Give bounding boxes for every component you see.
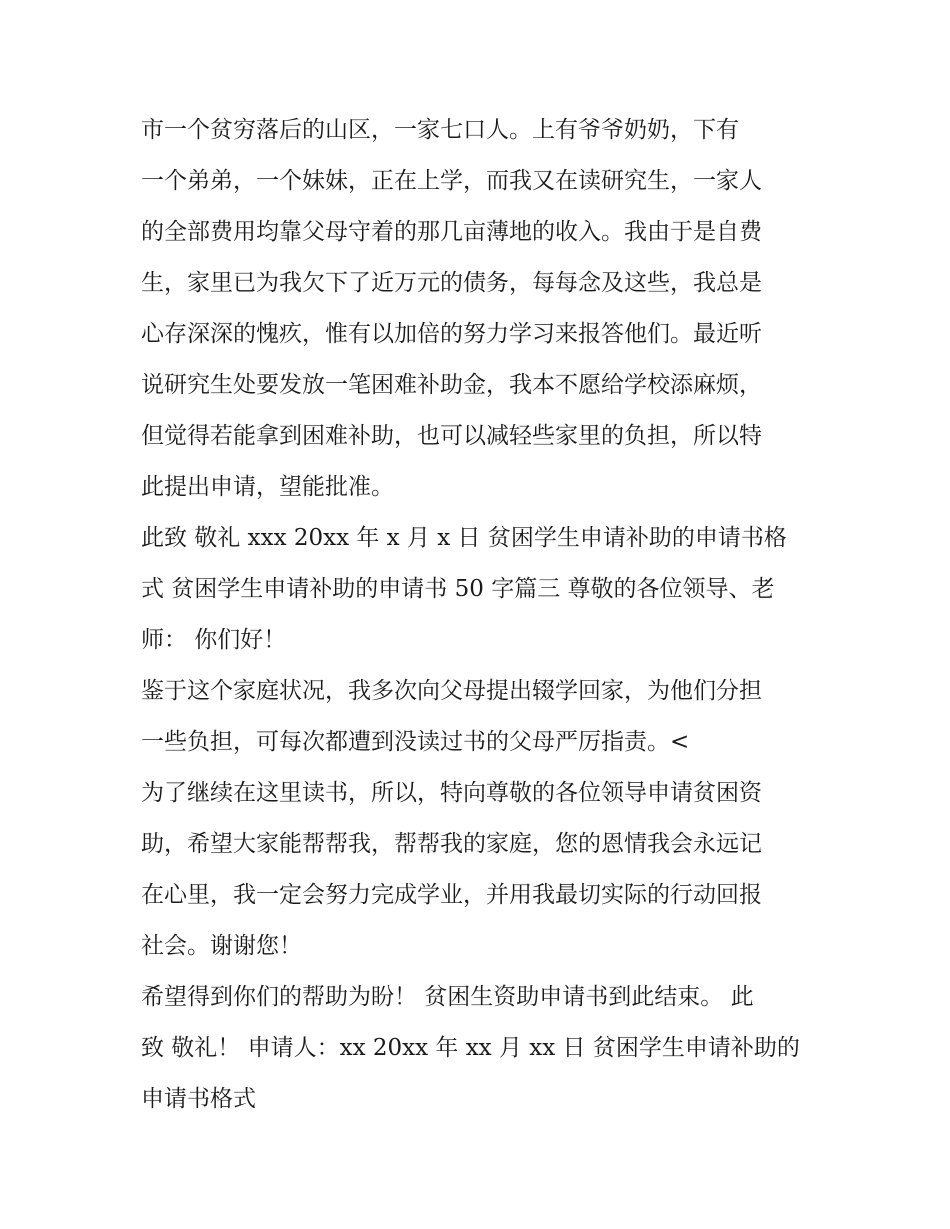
text-line: 市一个贫穷落后的山区，一家七口人。上有爷爷奶奶，下有 (141, 117, 739, 143)
text-line: 心存深深的愧疚，惟有以加倍的努力学习来报答他们。最近听 (141, 321, 762, 347)
text-line: 在心里，我一定会努力完成学业，并用我最切实际的行动回报 (141, 882, 762, 908)
text-line: 致 敬礼！ 申请人：xx 20xx 年 xx 月 xx 日 贫困学生申请补助的 (141, 1035, 800, 1061)
text-line: 鉴于这个家庭状况，我多次向父母提出辍学回家，为他们分担 (141, 678, 762, 704)
text-line: 一个弟弟，一个妹妹，正在上学，而我又在读研究生，一家人 (141, 168, 762, 194)
text-line: 此提出申请，望能批准。 (141, 474, 394, 500)
text-line: 说研究生处要发放一笔困难补助金，我本不愿给学校添麻烦， (141, 372, 762, 398)
text-line: 式 贫困学生申请补助的申请书 50 字篇三 尊敬的各位领导、老 (141, 576, 775, 602)
document-body (141, 105, 813, 1125)
text-line: 生，家里已为我欠下了近万元的债务，每每念及这些，我总是 (141, 270, 762, 296)
text-line: 但觉得若能拿到困难补助，也可以减轻些家里的负担，所以特 (141, 423, 762, 449)
text-line: 社会。谢谢您！ (141, 933, 302, 959)
text-line: 此致 敬礼 xxx 20xx 年 x 月 x 日 贫困学生申请补助的申请书格 (141, 525, 787, 551)
text-line: 希望得到你们的帮助为盼！ 贫困生资助申请书到此结束。 此 (141, 984, 754, 1010)
text-line: 的全部费用均靠父母守着的那几亩薄地的收入。我由于是自费 (141, 219, 762, 245)
text-line: 申请书格式 (141, 1086, 256, 1112)
text-line: 助，希望大家能帮帮我，帮帮我的家庭，您的恩情我会永远记 (141, 831, 762, 857)
text-line: 师： 你们好！ (141, 627, 287, 653)
text-line: 为了继续在这里读书，所以，特向尊敬的各位领导申请贫困资 (141, 780, 762, 806)
text-line: 一些负担，可每次都遭到没读过书的父母严厉指责。< (141, 729, 690, 755)
